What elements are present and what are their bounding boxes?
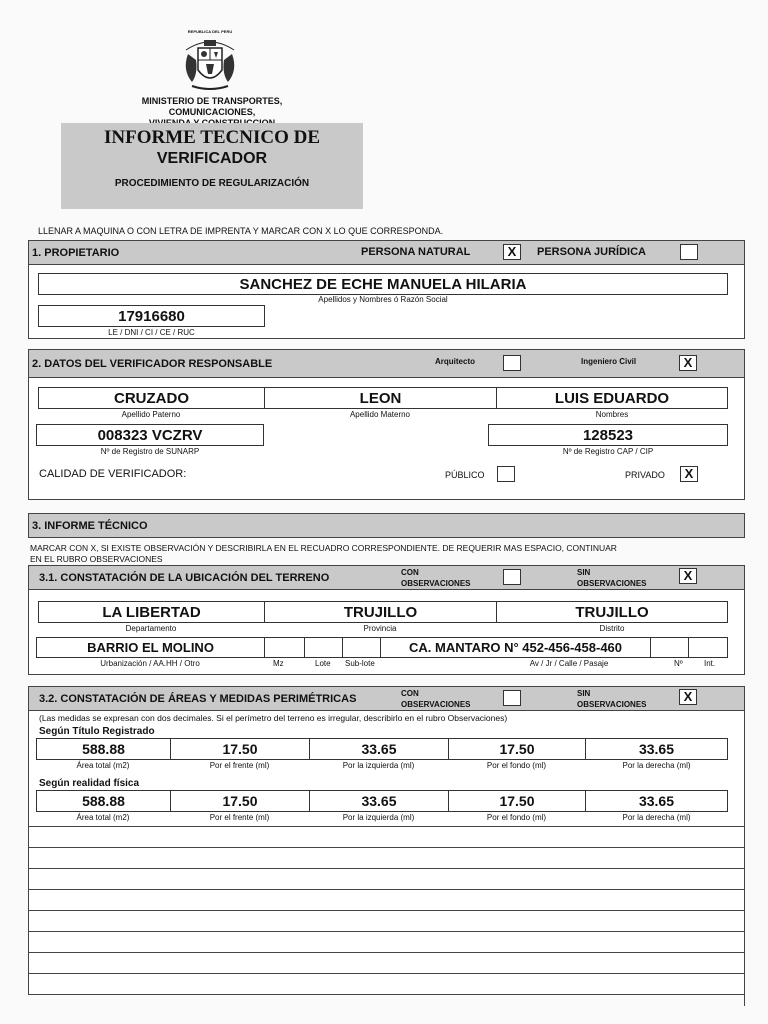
registrado-frente-value: 17.50 [222,741,258,757]
title-block [61,123,363,209]
distrito-cell[interactable] [497,602,727,622]
fisica-izquierda-value: 33.65 [361,793,397,809]
apellido-paterno-caption: Apellido Paterno [121,410,181,419]
owner-name-value: SANCHEZ DE ECHE MANUELA HILARIA [239,276,527,293]
mz-caption: Mz [273,659,284,668]
government-seal [178,30,242,94]
fisica-fondo-value: 17.50 [499,793,535,809]
con-observaciones-label [401,688,471,710]
registrado-fondo-value: 17.50 [499,741,535,757]
numero-caption: Nº [674,659,683,668]
fondo-caption: Por el fondo (ml) [486,761,547,770]
section-header [29,350,744,378]
section-title: 3. INFORME TÉCNICO [32,520,148,532]
ruled-line [28,910,745,911]
distrito-caption: Distrito [599,624,625,633]
owner-document-field[interactable] [38,305,265,327]
ministry-line-1: MINISTERIO DE TRANSPORTES, COMUNICACIONES, [141,96,283,117]
con-observaciones-checkbox[interactable] [503,690,521,706]
section-verificador [28,349,745,500]
areas-note: (Las medidas se expresan con dos decimales. Si el perímetro del terreno es irregular, describirlo en el rubro Observaciones) [39,713,508,723]
privado-checkbox[interactable]: X [680,466,698,482]
verifier-names-row [38,387,728,409]
registrado-label: Según Título Registrado [39,726,155,737]
fisica-row [36,790,728,812]
sin-label-line-1: SIN [577,689,591,698]
section-title: 2. DATOS DEL VERIFICADOR RESPONSABLE [32,358,273,370]
numero-cell[interactable] [651,638,689,657]
section-header [29,566,744,590]
section-header [29,241,744,265]
seal-text: REPUBLICA DEL PERU [187,29,233,34]
persona-juridica-label: PERSONA JURÍDICA [537,246,646,258]
ruled-line [28,826,745,827]
section-header [29,687,744,711]
sin-observaciones-label [577,688,647,710]
con-label-line-1: CON [401,689,419,698]
owner-document-caption: LE / DNI / CI / CE / RUC [108,328,195,337]
cap-cip-caption: Nº de Registro CAP / CIP [562,447,654,456]
frente-caption: Por el frente (ml) [209,761,270,770]
con-label-line-2: OBSERVACIONES [401,579,471,588]
arquitecto-checkbox[interactable] [503,355,521,371]
page-title: INFORME TECNICO DE [103,127,321,148]
registrado-frente-cell[interactable] [171,739,310,759]
owner-name-caption: Apellidos y Nombres ó Razón Social [318,295,448,304]
sunarp-value: 008323 VCZRV [97,427,203,444]
derecha-caption-2: Por la derecha (ml) [622,813,691,822]
page-title-line-2: VERIFICADOR [156,150,268,167]
frente-caption-2: Por el frente (ml) [209,813,270,822]
owner-document-value: 17916680 [118,308,185,325]
departamento-cell[interactable] [39,602,265,622]
registrado-derecha-cell[interactable] [586,739,727,759]
sublote-cell[interactable] [343,638,381,657]
ingeniero-label: Ingeniero Civil [581,357,637,366]
sin-observaciones-label [577,567,647,589]
section-areas [28,686,745,826]
sin-observaciones-checkbox[interactable]: X [679,568,697,584]
provincia-value: TRUJILLO [343,604,418,621]
sunarp-field[interactable] [36,424,264,446]
nombres-value: LUIS EDUARDO [554,390,670,407]
distrito-value: TRUJILLO [575,604,649,621]
departamento-caption: Departamento [125,624,177,633]
izquierda-caption-2: Por la izquierda (ml) [342,813,415,822]
coat-of-arms-icon [178,30,242,94]
apellido-materno-value: LEON [359,390,402,407]
ruled-line [28,952,745,953]
persona-natural-checkbox[interactable]: X [503,244,521,260]
section-title: 3.2. CONSTATACIÓN DE ÁREAS Y MEDIDAS PERIMÉTRICAS [39,693,357,705]
con-observaciones-checkbox[interactable] [503,569,521,585]
registrado-fondo-cell[interactable] [449,739,586,759]
section-propietario [28,240,745,339]
urbanizacion-value: BARRIO EL MOLINO [87,640,214,655]
fisica-derecha-cell[interactable] [586,791,727,811]
lote-cell[interactable] [305,638,343,657]
section3-note-line-1: MARCAR CON X, SI EXISTE OBSERVACIÓN Y DESCRIBIRLA EN EL RECUADRO CORRESPONDIENTE. DE REQUERIR MAS ESPACIO, CONTINUAR [30,543,617,553]
fisica-derecha-value: 33.65 [638,793,675,809]
fisica-frente-value: 17.50 [222,793,258,809]
con-label-line-2: OBSERVACIONES [401,700,471,709]
apellido-materno-cell[interactable] [265,388,497,408]
izquierda-caption: Por la izquierda (ml) [342,761,415,770]
sublote-caption: Sub-lote [345,659,375,668]
page-subtitle: PROCEDIMIENTO DE REGULARIZACIÓN [114,178,310,189]
sunarp-caption: Nº de Registro de SUNARP [100,447,200,456]
fisica-label: Según realidad física [39,778,140,789]
nombres-caption: Nombres [595,410,629,419]
section-title: 1. PROPIETARIO [32,247,120,259]
persona-natural-label: PERSONA NATURAL [361,246,471,258]
section-ubicacion [28,565,745,675]
owner-name-field[interactable] [38,273,728,295]
urbanizacion-caption: Urbanización / AA.HH / Otro [100,659,200,668]
sin-label-line-1: SIN [577,568,591,577]
registrado-area-value: 588.88 [82,741,125,757]
apellido-materno-caption: Apellido Materno [349,410,411,419]
nombres-cell[interactable] [497,388,727,408]
direccion-caption: Av / Jr / Calle / Pasaje [529,659,609,668]
ingeniero-checkbox[interactable]: X [679,355,697,371]
registrado-izquierda-cell[interactable] [310,739,449,759]
fisica-izquierda-cell[interactable] [310,791,449,811]
con-label-line-1: CON [401,568,419,577]
location-row [38,601,728,623]
right-margin-line [744,994,745,1006]
area-caption-2: Área total (m2) [76,813,130,822]
fisica-frente-cell[interactable] [171,791,310,811]
sin-label-line-2: OBSERVACIONES [577,579,647,588]
apellido-paterno-value: CRUZADO [114,390,189,407]
direccion-value: CA. MANTARO N° 452-456-458-460 [408,640,623,655]
con-observaciones-label [401,567,471,589]
instructions: LLENAR A MAQUINA O CON LETRA DE IMPRENTA Y MARCAR CON X LO QUE CORRESPONDA. [38,226,444,236]
cap-cip-value: 128523 [582,427,634,444]
arquitecto-label: Arquitecto [435,357,475,366]
sin-label-line-2: OBSERVACIONES [577,700,647,709]
privado-label: PRIVADO [625,470,665,480]
persona-juridica-checkbox[interactable] [680,244,698,260]
address-row [36,637,728,658]
lote-caption: Lote [315,659,331,668]
sin-observaciones-checkbox[interactable]: X [679,689,697,705]
publico-checkbox[interactable] [497,466,515,482]
registrado-derecha-value: 33.65 [638,741,675,757]
section-informe-tecnico [28,513,745,538]
ruled-line [28,994,745,995]
section-title: 3.1. CONSTATACIÓN DE LA UBICACIÓN DEL TERRENO [39,572,330,584]
provincia-cell[interactable] [265,602,497,622]
direccion-cell[interactable] [381,638,651,657]
ruled-line [28,868,745,869]
ruled-line [28,973,745,974]
fisica-area-value: 588.88 [82,793,125,809]
interior-cell[interactable] [689,638,727,657]
departamento-value: LA LIBERTAD [102,604,201,621]
fisica-area-cell[interactable] [37,791,171,811]
ruled-line [28,847,745,848]
ruled-line [28,931,745,932]
apellido-paterno-cell[interactable] [39,388,265,408]
calidad-label: CALIDAD DE VERIFICADOR: [39,468,187,480]
cap-cip-field[interactable] [488,424,728,446]
ruled-line [28,889,745,890]
section3-note-line-2: EN EL RUBRO OBSERVACIONES [30,554,163,564]
fondo-caption-2: Por el fondo (ml) [486,813,547,822]
provincia-caption: Provincia [363,624,397,633]
urbanizacion-cell[interactable] [37,638,265,657]
area-caption: Área total (m2) [76,761,130,770]
interior-caption: Int. [704,659,716,668]
fisica-fondo-cell[interactable] [449,791,586,811]
registrado-izquierda-value: 33.65 [361,741,397,757]
registrado-row [36,738,728,760]
publico-label: PÚBLICO [445,470,485,480]
derecha-caption: Por la derecha (ml) [622,761,691,770]
mz-cell[interactable] [265,638,305,657]
registrado-area-cell[interactable] [37,739,171,759]
